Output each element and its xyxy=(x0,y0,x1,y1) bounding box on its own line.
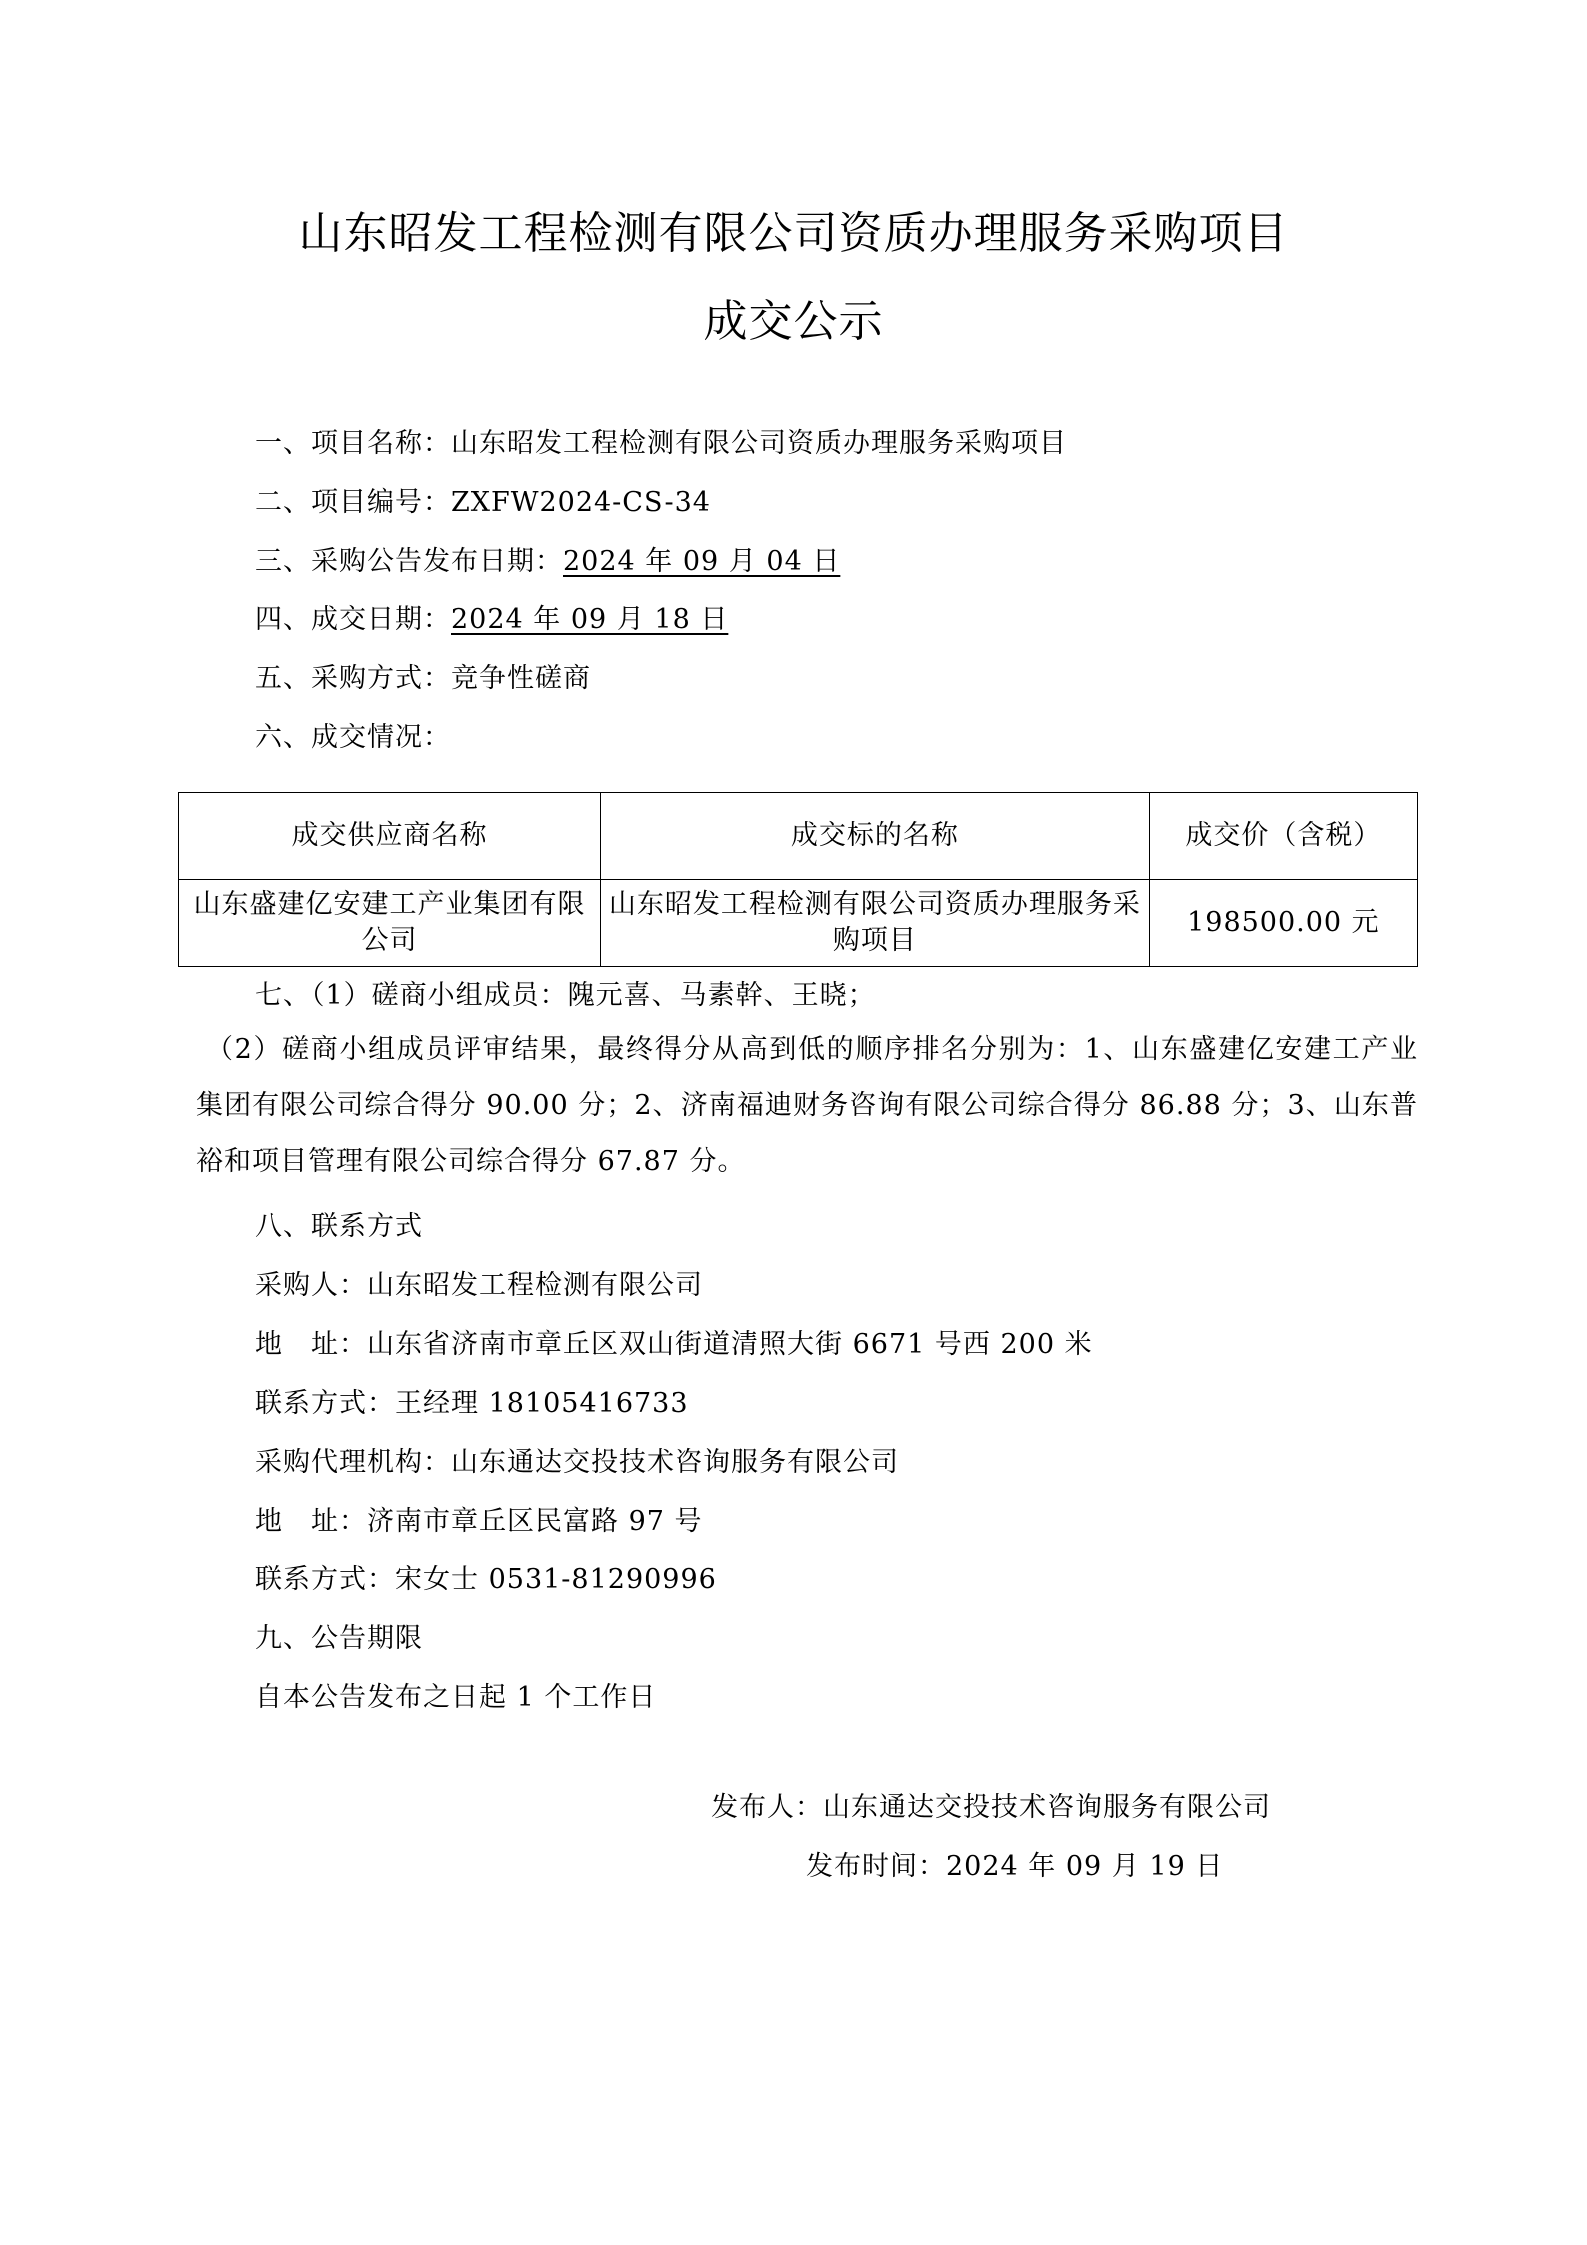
contact-heading: 八、联系方式 xyxy=(255,1211,423,1242)
purchaser-address: 地 址：山东省济南市章丘区双山街道清照大街 6671 号西 200 米 xyxy=(255,1329,1093,1360)
publish-time: 发布时间：2024 年 09 月 19 日 xyxy=(806,1851,1224,1882)
project-name-line xyxy=(255,430,1067,457)
deal-date-line xyxy=(255,606,728,633)
deal-date-value: 2024 年 09 月 18 日 xyxy=(451,604,729,635)
purchaser: 采购人：山东昭发工程检测有限公司 xyxy=(255,1270,703,1301)
panel-members: 七、（1）磋商小组成员：隗元喜、马素幹、王晓； xyxy=(255,980,876,1011)
cell-supplier: 山东盛建亿安建工产业集团有限公司 xyxy=(179,880,601,967)
review-results: （2）磋商小组成员评审结果，最终得分从高到低的顺序排名分别为：1、山东盛建亿安建工产业集团有限公司综合得分 90.00 分；2、济南福迪财务咨询有限公司综合得分 86.88 分；3、山东普裕和项目管理有限公司综合得分 67.87 分。 xyxy=(196,1034,1418,1177)
document-subtitle: 成交公示 xyxy=(703,296,884,347)
publish-date-line xyxy=(255,548,840,575)
cell-price: 198500.00 元 xyxy=(1149,880,1417,967)
project-name-value: 山东昭发工程检测有限公司资质办理服务采购项目 xyxy=(451,428,1067,459)
method-line xyxy=(255,665,591,692)
method-label: 五、采购方式： xyxy=(255,663,451,694)
table-row xyxy=(179,880,1418,967)
project-name-label: 一、项目名称： xyxy=(255,428,451,459)
agency-address: 地 址：济南市章丘区民富路 97 号 xyxy=(255,1506,703,1537)
header-subject: 成交标的名称 xyxy=(600,793,1149,880)
period-heading: 九、公告期限 xyxy=(255,1623,423,1654)
project-no-line xyxy=(255,489,711,516)
header-price: 成交价（含税） xyxy=(1149,793,1417,880)
cell-subject: 山东昭发工程检测有限公司资质办理服务采购项目 xyxy=(600,880,1149,967)
header-supplier: 成交供应商名称 xyxy=(179,793,601,880)
purchaser-contact: 联系方式：王经理 18105416733 xyxy=(255,1388,689,1419)
agency: 采购代理机构：山东通达交投技术咨询服务有限公司 xyxy=(255,1447,899,1478)
project-no-value: ZXFW2024-CS-34 xyxy=(451,487,711,518)
publish-date-label: 三、采购公告发布日期： xyxy=(255,546,563,577)
deal-date-label: 四、成交日期： xyxy=(255,604,451,635)
deal-result-table xyxy=(178,792,1418,967)
table-header-row xyxy=(179,793,1418,880)
period-text: 自本公告发布之日起 1 个工作日 xyxy=(255,1682,657,1713)
result-label: 六、成交情况： xyxy=(255,722,451,753)
agency-contact: 联系方式：宋女士 0531-81290996 xyxy=(255,1564,717,1595)
method-value: 竞争性磋商 xyxy=(451,663,591,694)
publisher: 发布人：山东通达交投技术咨询服务有限公司 xyxy=(711,1792,1271,1823)
document-title: 山东昭发工程检测有限公司资质办理服务采购项目 xyxy=(298,208,1289,259)
publish-date-value: 2024 年 09 月 04 日 xyxy=(563,546,841,577)
project-no-label: 二、项目编号： xyxy=(255,487,451,518)
